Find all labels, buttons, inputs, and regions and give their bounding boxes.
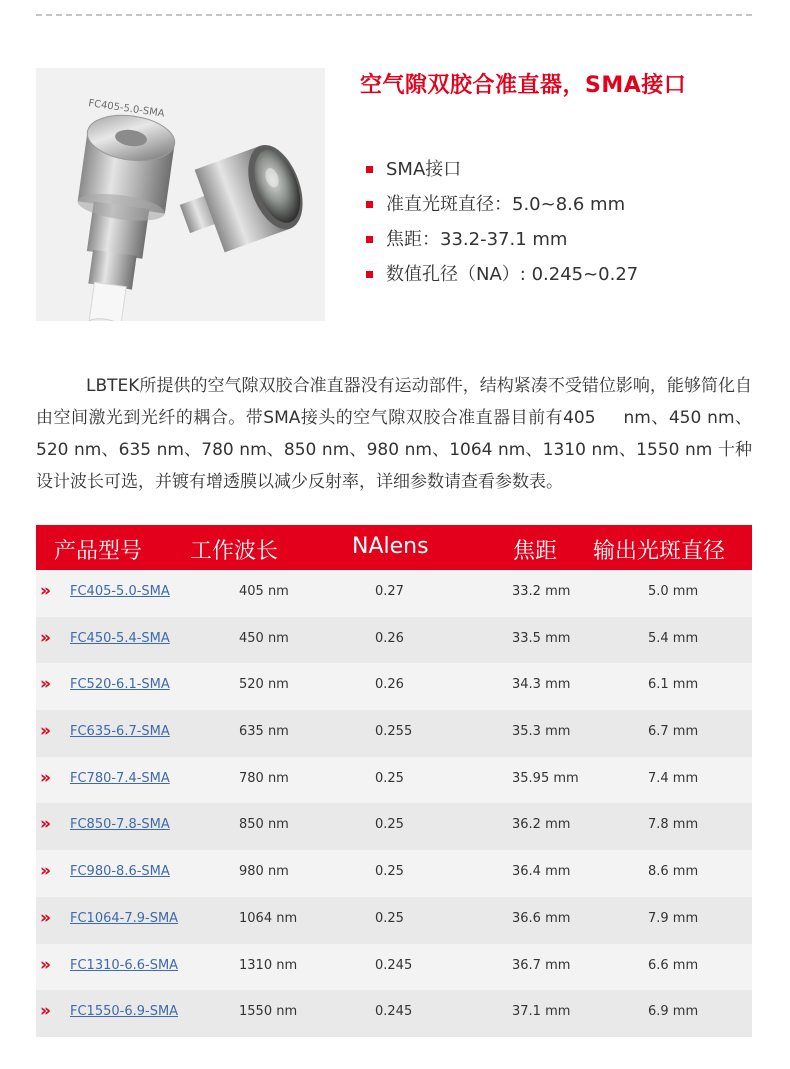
spot-diameter-cell: 7.9 mm [648, 910, 699, 926]
engraving-text: FC405-5.0-SMA [87, 98, 166, 120]
description-part-2: nm、450 nm、520 nm、635 nm、780 nm、850 nm、980 nm、1064 nm、1310 nm、1550 nm 十种设计波长可选，并镀有增透膜以减少反射率，详细参数请查看参数表。 [36, 408, 752, 492]
spot-diameter-cell: 6.6 mm [648, 957, 699, 973]
table-header [36, 525, 752, 570]
table-row [36, 944, 752, 991]
model-link[interactable]: FC850-7.8-SMA [70, 817, 170, 833]
na-cell: 0.26 [375, 677, 404, 693]
model-link[interactable]: FC1064-7.9-SMA [70, 910, 179, 926]
na-cell: 0.25 [375, 864, 404, 880]
description-paragraph [36, 370, 752, 498]
spot-diameter-cell: 6.1 mm [648, 677, 699, 693]
spot-diameter-cell: 6.9 mm [648, 1004, 699, 1020]
model-link[interactable]: FC635-6.7-SMA [70, 724, 170, 740]
focal-length-cell: 36.4 mm [512, 864, 571, 880]
focal-length-cell: 35.95 mm [512, 770, 579, 786]
focal-length-cell: 33.2 mm [512, 584, 571, 599]
header-spot-diameter: 输出光斑直径 [593, 539, 726, 564]
model-link[interactable]: FC520-6.1-SMA [70, 677, 170, 693]
header-na: NAlens [352, 534, 429, 559]
double-chevron-right-icon: » [40, 954, 51, 975]
top-dashed-divider [36, 14, 752, 16]
table-row [36, 710, 752, 757]
wavelength-cell: 850 nm [239, 817, 289, 833]
header-wavelength: 工作波长 [190, 539, 279, 564]
na-cell: 0.25 [375, 910, 404, 926]
table-row [36, 757, 752, 804]
na-cell: 0.26 [375, 630, 404, 646]
na-cell: 0.245 [375, 1004, 413, 1020]
collimator-illustration [36, 68, 325, 321]
double-chevron-right-icon: » [40, 721, 51, 742]
wavelength-cell: 1064 nm [239, 910, 298, 926]
double-chevron-right-icon: » [40, 674, 51, 695]
table-body [36, 570, 752, 1037]
header-model: 产品型号 [54, 539, 143, 564]
na-cell: 0.25 [375, 770, 404, 786]
wavelength-cell: 1310 nm [239, 957, 298, 973]
square-bullet-icon [366, 271, 373, 278]
double-chevron-right-icon: » [40, 814, 51, 835]
model-link[interactable]: FC780-7.4-SMA [70, 770, 170, 786]
table-row [36, 617, 752, 664]
na-cell: 0.245 [375, 957, 413, 973]
wavelength-cell: 520 nm [239, 677, 289, 693]
product-photo [36, 68, 325, 321]
spec-text: SMA接口 [386, 159, 462, 180]
spot-diameter-cell: 5.4 mm [648, 630, 699, 646]
focal-length-cell: 34.3 mm [512, 677, 571, 693]
description-part-1: LBTEK所提供的空气隙双胶合准直器没有运动部件，结构紧凑不受错位影响，能够简化自由空间激光到光纤的耦合。带SMA接头的空气隙双胶合准直器目前有405 [36, 376, 752, 428]
wavelength-cell: 405 nm [239, 584, 289, 599]
spec-text: 数值孔径（NA）: 0.245~0.27 [386, 264, 639, 285]
spec-item [366, 193, 638, 228]
spot-diameter-cell: 5.0 mm [648, 584, 699, 599]
table-row [36, 570, 752, 617]
header-focal-length: 焦距 [513, 539, 558, 564]
spec-text: 焦距：33.2-37.1 mm [386, 229, 568, 250]
table-row [36, 663, 752, 710]
focal-length-cell: 33.5 mm [512, 630, 571, 646]
table-row [36, 990, 752, 1037]
spot-diameter-cell: 7.4 mm [648, 770, 699, 786]
spec-item [366, 228, 638, 263]
wavelength-cell: 450 nm [239, 630, 289, 646]
double-chevron-right-icon: » [40, 861, 51, 882]
na-cell: 0.27 [375, 584, 404, 599]
spec-text: 准直光斑直径：5.0~8.6 mm [386, 194, 626, 215]
wavelength-cell: 980 nm [239, 864, 289, 880]
focal-length-cell: 36.2 mm [512, 817, 571, 833]
double-chevron-right-icon: » [40, 1001, 51, 1022]
spot-diameter-cell: 7.8 mm [648, 817, 699, 833]
spec-item [366, 158, 638, 193]
wavelength-cell: 780 nm [239, 770, 289, 786]
focal-length-cell: 37.1 mm [512, 1004, 571, 1020]
spot-diameter-cell: 6.7 mm [648, 724, 699, 740]
model-link[interactable]: FC1550-6.9-SMA [70, 1004, 179, 1020]
focal-length-cell: 35.3 mm [512, 724, 571, 740]
square-bullet-icon [366, 166, 373, 173]
spec-table [36, 525, 752, 1037]
spec-item [366, 263, 638, 298]
square-bullet-icon [366, 236, 373, 243]
spot-diameter-cell: 8.6 mm [648, 864, 699, 880]
double-chevron-right-icon: » [40, 627, 51, 648]
square-bullet-icon [366, 201, 373, 208]
focal-length-cell: 36.7 mm [512, 957, 571, 973]
table-row [36, 850, 752, 897]
wavelength-cell: 1550 nm [239, 1004, 298, 1020]
double-chevron-right-icon: » [40, 907, 51, 928]
model-link[interactable]: FC980-8.6-SMA [70, 864, 170, 880]
model-link[interactable]: FC1310-6.6-SMA [70, 957, 179, 973]
table-row [36, 803, 752, 850]
double-chevron-right-icon: » [40, 581, 51, 601]
na-cell: 0.255 [375, 724, 413, 740]
model-link[interactable]: FC450-5.4-SMA [70, 630, 170, 646]
spec-list [366, 158, 638, 298]
focal-length-cell: 36.6 mm [512, 910, 571, 926]
wavelength-cell: 635 nm [239, 724, 289, 740]
model-link[interactable]: FC405-5.0-SMA [70, 584, 170, 599]
double-chevron-right-icon: » [40, 767, 51, 788]
product-title: 空气隙双胶合准直器，SMA接口 [360, 73, 687, 98]
table-row [36, 897, 752, 944]
na-cell: 0.25 [375, 817, 404, 833]
